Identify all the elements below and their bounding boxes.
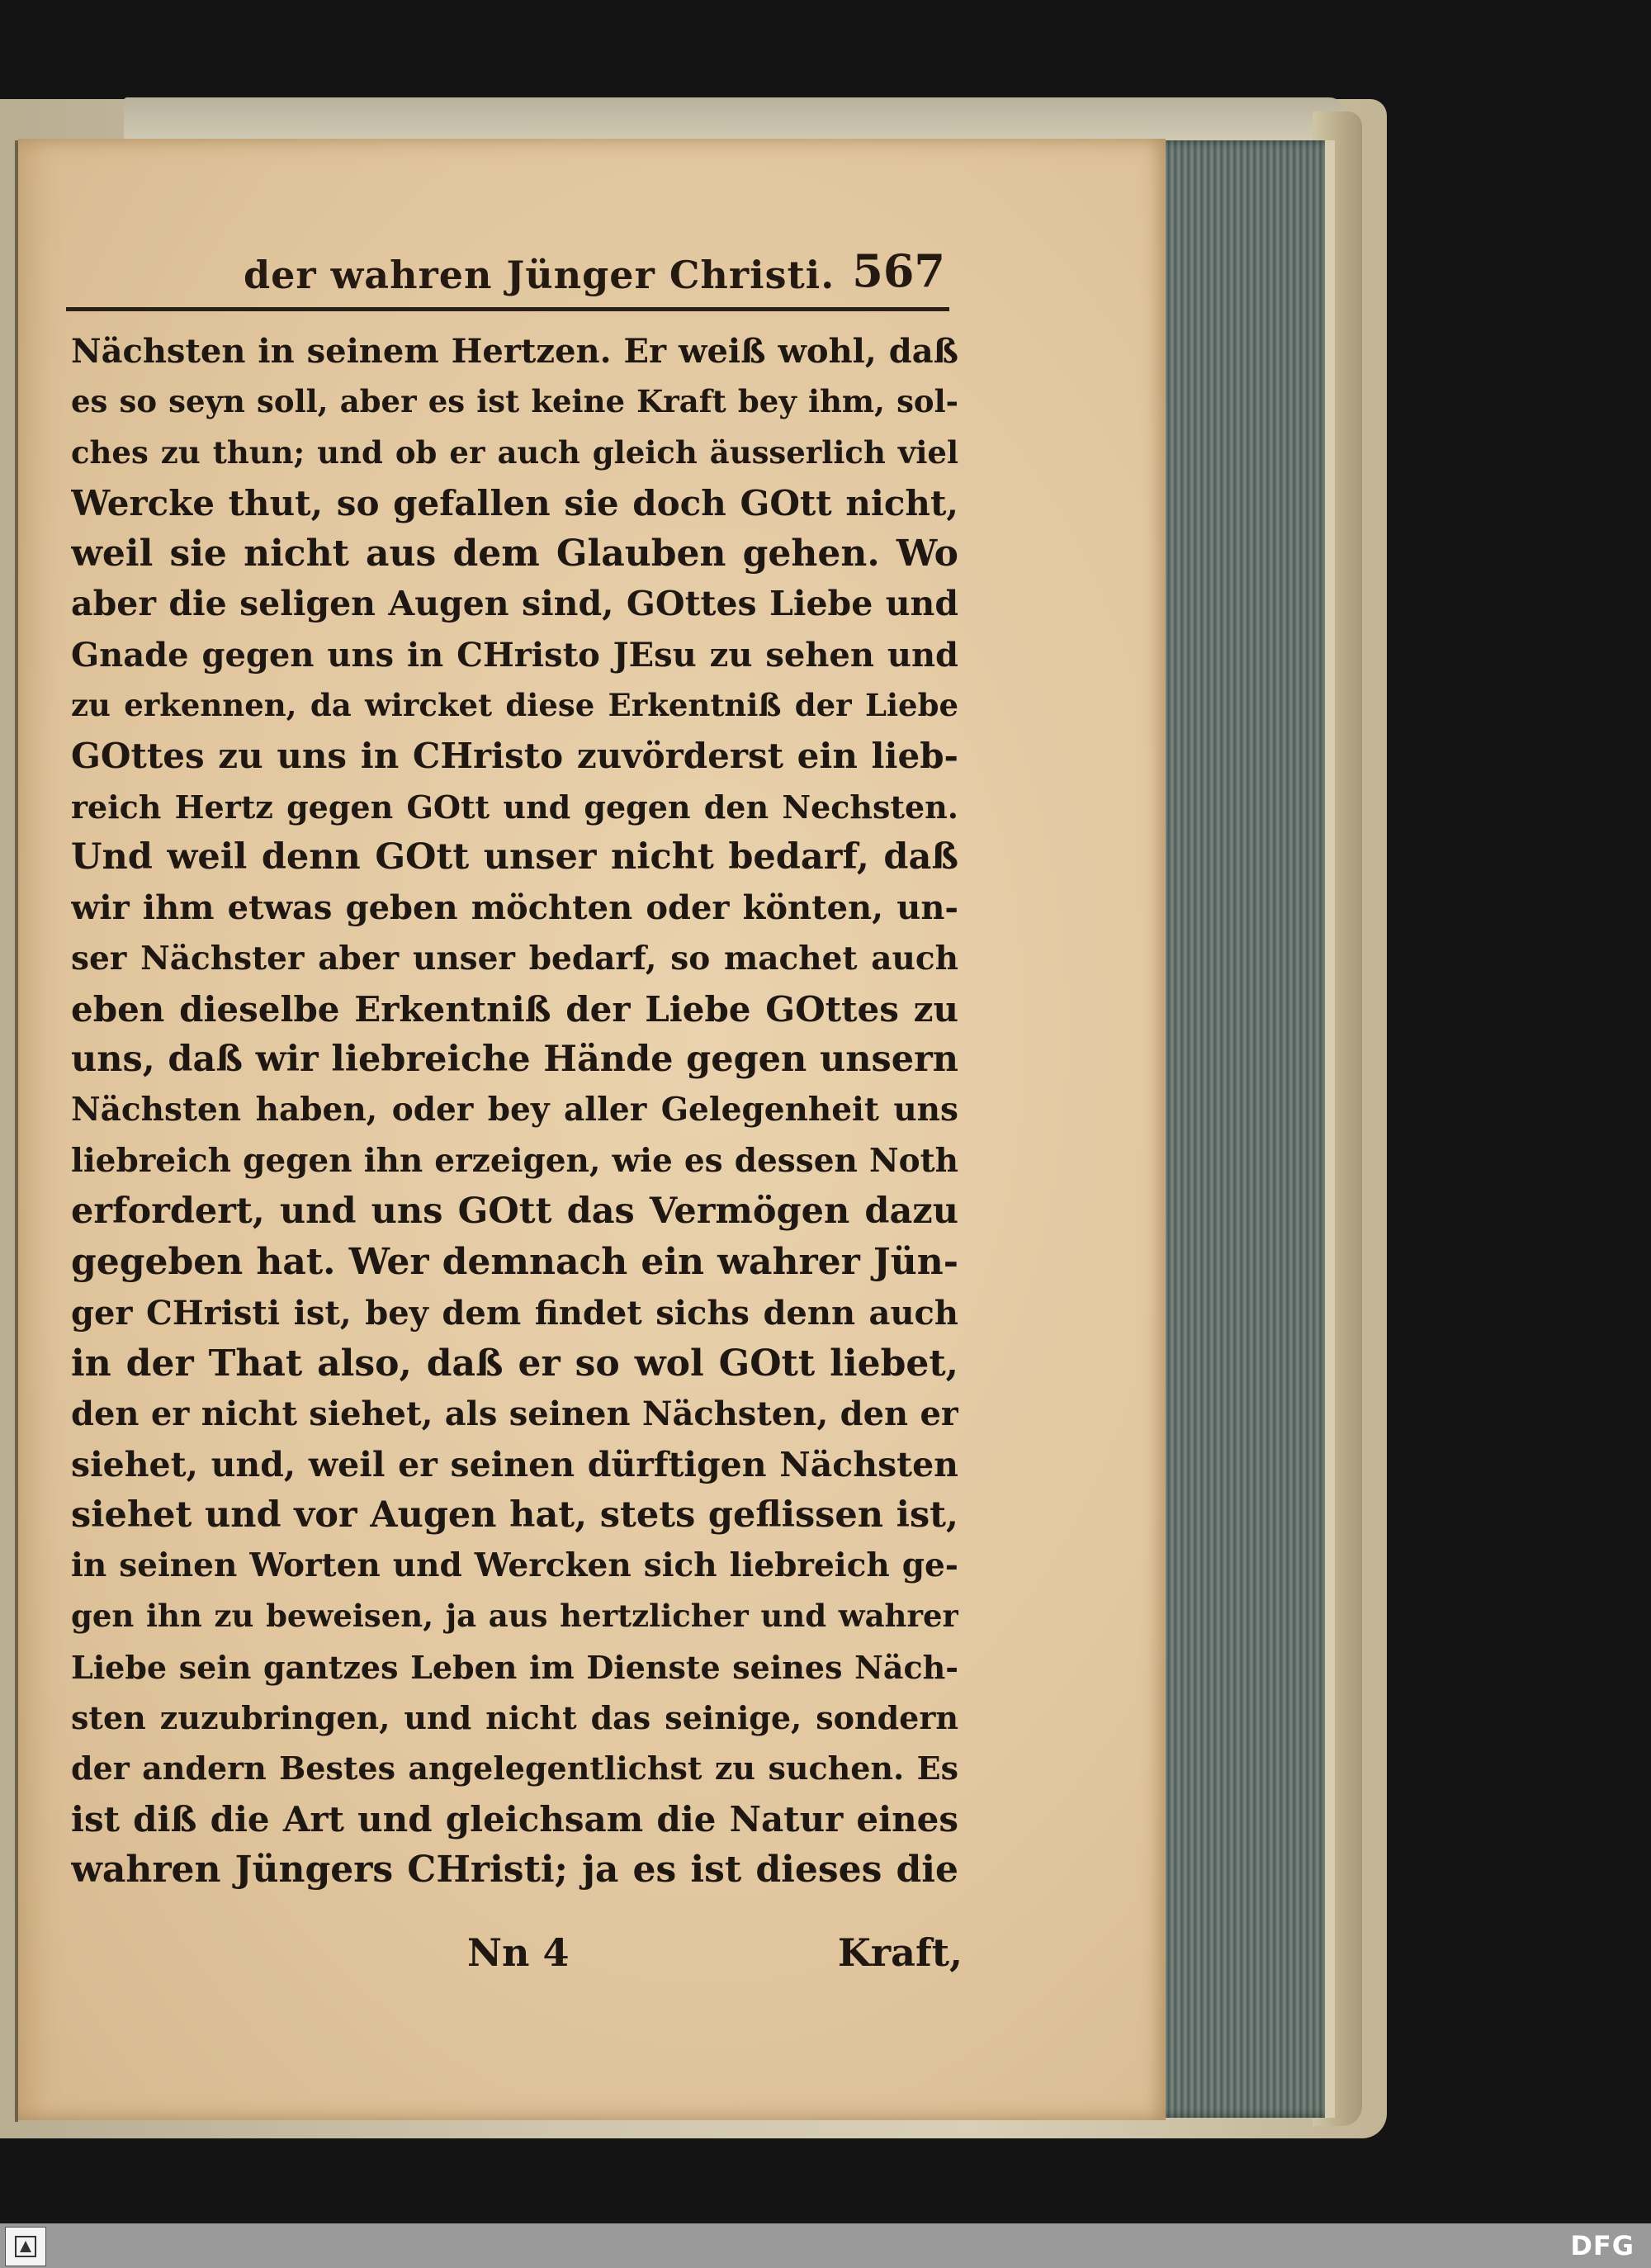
library-logo-icon — [5, 2227, 46, 2266]
dfg-logo: DFG — [1570, 2230, 1634, 2261]
text-line: den er nicht siehet, als seinen Nächsten, den er — [71, 1394, 958, 1434]
running-head — [120, 239, 945, 297]
text-line: es so seyn soll, aber es ist keine Kraft bey ihm, sol- — [71, 383, 958, 420]
text-line: reich Hertz gegen GOtt und gegen den Nechsten. — [71, 788, 958, 826]
text-line: der andern Bestes angelegentlichst zu suchen. Es — [71, 1750, 958, 1787]
text-line: ches zu thun; und ob er auch gleich äusserlich viel — [71, 433, 958, 471]
text-line: zu erkennen, da wircket diese Erkentniß der Liebe — [71, 687, 958, 724]
page-footer — [71, 1930, 963, 1980]
text-line: wahren Jüngers CHristi; ja es ist dieses die — [71, 1848, 958, 1891]
text-line: uns, daß wir liebreiche Hände gegen unsern — [71, 1039, 958, 1081]
text-line: gen ihn zu beweisen, ja aus hertzlicher und wahrer — [71, 1598, 958, 1635]
text-line: ger CHristi ist, bey dem findet sichs denn auch — [71, 1293, 958, 1333]
gutter — [15, 140, 18, 2122]
text-line: siehet und vor Augen hat, stets geflissen ist, — [71, 1494, 958, 1536]
text-line: Nächsten haben, oder bey aller Gelegenheit uns — [71, 1091, 958, 1129]
text-line: Wercke thut, so gefallen sie doch GOtt nicht, — [71, 482, 958, 523]
text-line: Liebe sein gantzes Leben im Dienste seines Näch- — [71, 1648, 958, 1686]
signature-mark: Nn 4 — [467, 1930, 570, 1975]
catchword: Kraft, — [837, 1930, 963, 1975]
text-line: Nächsten in seinem Hertzen. Er weiß wohl, daß — [71, 332, 958, 371]
body-text — [71, 326, 958, 1895]
text-line: GOttes zu uns in CHristo zuvörderst ein lieb- — [71, 736, 958, 777]
page-number: 567 — [852, 244, 945, 297]
header-rule — [66, 307, 949, 311]
text-line: aber die seligen Augen sind, GOttes Liebe und — [71, 584, 958, 624]
viewer-footer-bar — [0, 2223, 1651, 2268]
text-line: in der That also, daß er so wol GOtt liebet, — [71, 1342, 958, 1385]
text-line: weil sie nicht aus dem Glauben gehen. Wo — [71, 533, 958, 575]
text-line: sten zuzubringen, und nicht das seinige, sondern — [71, 1699, 958, 1737]
text-line: ist diß die Art und gleichsam die Natur eines — [71, 1798, 958, 1839]
text-line: gegeben hat. Wer demnach ein wahrer Jün- — [71, 1241, 958, 1284]
text-line: Und weil denn GOtt unser nicht bedarf, daß — [71, 836, 958, 878]
text-line: liebreich gegen ihn erzeigen, wie es dessen Noth — [71, 1141, 958, 1180]
running-title: der wahren Jünger Christi. — [244, 253, 835, 297]
text-line: ser Nächster aber unser bedarf, so machet auch — [71, 939, 958, 978]
text-line: eben dieselbe Erkentniß der Liebe GOttes zu — [71, 988, 958, 1030]
text-line: siehet, und, weil er seinen dürftigen Nächsten — [71, 1444, 958, 1484]
text-line: erfordert, und uns GOtt das Vermögen dazu — [71, 1191, 958, 1233]
text-line: wir ihm etwas geben möchten oder könten, un- — [71, 888, 958, 928]
text-line: in seinen Worten und Wercken sich liebreich ge- — [71, 1546, 958, 1585]
text-line: Gnade gegen uns in CHristo JEsu zu sehen und — [71, 635, 958, 675]
